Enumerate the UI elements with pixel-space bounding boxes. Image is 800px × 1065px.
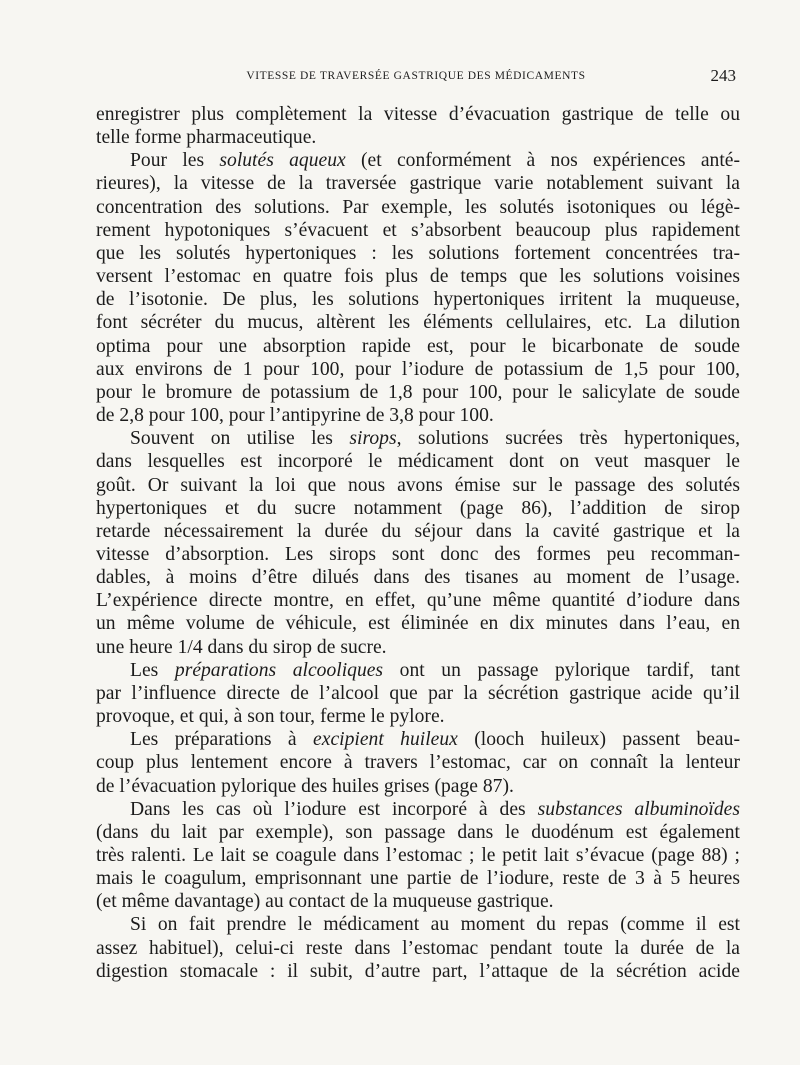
text-line xyxy=(96,427,740,450)
italic-phrase: sirops xyxy=(349,428,397,450)
text-line xyxy=(96,196,740,219)
text-line xyxy=(96,913,740,936)
text-run: concentration des solutions. Par exemple, les solutés isotoniques ou légè- xyxy=(96,196,740,218)
text-run: coup plus lentement encore à travers l’estomac, car on connaît la lenteur xyxy=(96,752,740,774)
text-run: une heure 1/4 dans du sirop de sucre. xyxy=(96,636,387,658)
text-line xyxy=(96,682,740,705)
text-line xyxy=(96,798,740,821)
text-run: , solutions sucrées très hypertoniques, xyxy=(396,428,741,450)
text-line xyxy=(96,242,740,265)
text-run: Dans les cas où l’iodure est incorporé à des xyxy=(130,798,538,820)
text-run: un même volume de véhicule, est éliminée en dix minutes dans l’eau, en xyxy=(96,613,740,635)
page-header xyxy=(96,66,736,90)
text-line xyxy=(96,172,740,195)
text-run: dables, à moins d’être dilués dans des tisanes au moment de l’usage. xyxy=(96,567,740,589)
body-text xyxy=(96,103,740,983)
text-line xyxy=(96,265,740,288)
text-run: optima pour une absorption rapide est, pour le bicarbonate de soude xyxy=(96,335,740,357)
text-run: hypertoniques et du sucre notamment (page 86), l’addition de sirop xyxy=(96,497,740,519)
text-run: de l’évacuation pylorique des huiles grises (page 87). xyxy=(96,775,514,797)
text-run: L’expérience directe montre, en effet, qu’une même quantité d’iodure dans xyxy=(96,590,740,612)
text-run: vitesse d’absorption. Les sirops sont donc des formes peu recomman- xyxy=(96,543,740,565)
text-line xyxy=(96,126,740,149)
text-run: (dans du lait par exemple), son passage dans le duodénum est également xyxy=(96,821,740,843)
text-line xyxy=(96,219,740,242)
text-run: Pour les xyxy=(130,150,220,172)
text-run: de l’isotonie. De plus, les solutions hypertoniques irritent la muqueuse, xyxy=(96,289,740,311)
text-line xyxy=(96,335,740,358)
italic-phrase: substances albuminoïdes xyxy=(537,798,740,820)
text-line xyxy=(96,960,740,983)
text-run: (et même davantage) au contact de la muqueuse gastrique. xyxy=(96,891,554,913)
text-run: rieures), la vitesse de la traversée gastrique varie notablement suivant la xyxy=(96,173,740,195)
text-line xyxy=(96,612,740,635)
text-run: enregistrer plus complètement la vitesse d’évacuation gastrique de telle ou xyxy=(96,104,740,125)
text-line xyxy=(96,659,740,682)
italic-phrase: excipient huileux xyxy=(313,729,458,751)
text-line xyxy=(96,149,740,172)
text-run: pour le bromure de potassium de 1,8 pour 100, pour le salicylate de soude xyxy=(96,381,740,403)
text-run: assez habituel), celui-ci reste dans l’estomac pendant toute la durée de la xyxy=(96,937,740,959)
text-run: par l’influence directe de l’alcool que par la sécrétion gastrique acide qu’il xyxy=(96,682,740,704)
running-title: VITESSE DE TRAVERSÉE GASTRIQUE DES MÉDICAMENTS xyxy=(246,70,586,82)
text-line xyxy=(96,705,740,728)
text-line xyxy=(96,566,740,589)
text-line xyxy=(96,520,740,543)
text-line xyxy=(96,450,740,473)
italic-phrase: préparations alcooliques xyxy=(174,659,384,681)
text-line xyxy=(96,636,740,659)
text-run: de 2,8 pour 100, pour l’antipyrine de 3,8 pour 100. xyxy=(96,405,494,427)
text-line xyxy=(96,474,740,497)
text-line xyxy=(96,103,740,126)
text-run: Souvent on utilise les xyxy=(130,428,350,450)
text-run: que les solutés hypertoniques : les solutions fortement concentrées tra- xyxy=(96,242,740,264)
text-run: (et conformément à nos expériences anté- xyxy=(345,150,740,172)
text-run: goût. Or suivant la loi que nous avons émise sur le passage des solutés xyxy=(96,474,740,496)
text-line xyxy=(96,311,740,334)
text-run: mais le coagulum, emprisonnant une partie de l’iodure, reste de 3 à 5 heures xyxy=(96,868,740,890)
text-run: aux environs de 1 pour 100, pour l’iodure de potassium de 1,5 pour 100, xyxy=(96,358,740,380)
text-line xyxy=(96,844,740,867)
text-run: très ralenti. Le lait se coagule dans l’estomac ; le petit lait s’évacue (page 88) ; xyxy=(96,845,740,866)
text-run: Si on fait prendre le médicament au moment du repas (comme il est xyxy=(130,914,740,936)
text-run: digestion stomacale : il subit, d’autre part, l’attaque de la sécrétion acide xyxy=(96,960,740,982)
text-line xyxy=(96,867,740,890)
text-run: Les xyxy=(130,659,175,681)
text-run: font sécréter du mucus, altèrent les éléments cellulaires, etc. La dilution xyxy=(96,312,740,334)
page-number: 243 xyxy=(710,66,736,85)
text-line xyxy=(96,497,740,520)
text-run: retarde nécessairement la durée du séjour dans la cavité gastrique et la xyxy=(96,520,740,542)
text-run: ont un passage pylorique tardif, tant xyxy=(383,659,740,681)
text-line xyxy=(96,358,740,381)
text-run: versent l’estomac en quatre fois plus de temps que les solutions voisines xyxy=(96,266,740,288)
text-run: Les préparations à xyxy=(130,729,314,751)
text-run: provoque, et qui, à son tour, ferme le pylore. xyxy=(96,706,445,728)
text-run: dans lesquelles est incorporé le médicament dont on veut masquer le xyxy=(96,451,740,473)
text-run: (looch huileux) passent beau- xyxy=(457,729,740,751)
text-line xyxy=(96,404,740,427)
text-line xyxy=(96,937,740,960)
text-line xyxy=(96,821,740,844)
text-line xyxy=(96,728,740,751)
text-line xyxy=(96,543,740,566)
text-line xyxy=(96,775,740,798)
text-run: telle forme pharmaceutique. xyxy=(96,127,317,149)
italic-phrase: solutés aqueux xyxy=(219,150,346,172)
text-line xyxy=(96,288,740,311)
text-line xyxy=(96,890,740,913)
text-run: rement hypotoniques s’évacuent et s’absorbent beaucoup plus rapidement xyxy=(96,219,740,241)
text-line xyxy=(96,589,740,612)
text-line xyxy=(96,751,740,774)
text-line xyxy=(96,381,740,404)
